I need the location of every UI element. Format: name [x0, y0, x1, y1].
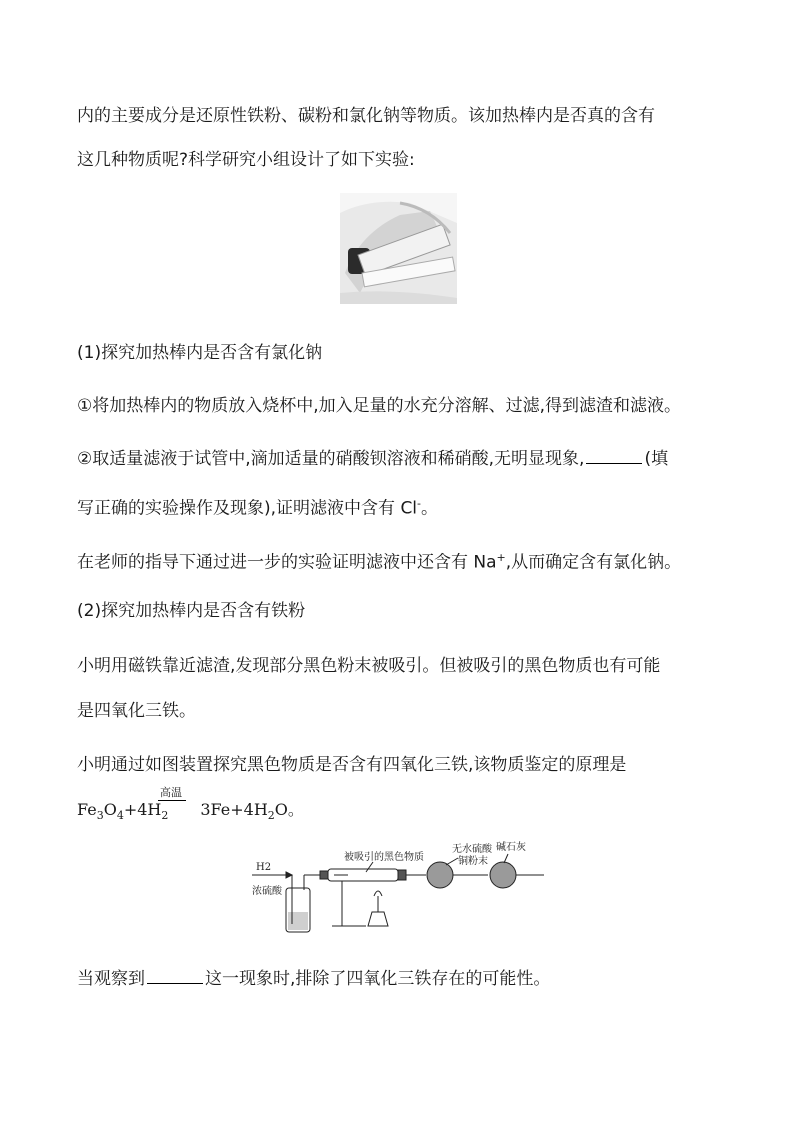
step-2-text-end: (填: [644, 449, 669, 469]
step-2-line-2: [77, 492, 438, 521]
reaction-condition: 高温: [160, 786, 182, 799]
answer-blank-1[interactable]: [586, 449, 642, 464]
sodium-charge: +: [496, 551, 506, 564]
paragraph-apparatus: 小明通过如图装置探究黑色物质是否含有四氧化三铁,该物质鉴定的原理是: [77, 755, 627, 775]
apparatus-diagram: [248, 838, 548, 936]
final-question: [77, 967, 550, 991]
label-h2: H2: [256, 862, 272, 873]
answer-blank-2[interactable]: [147, 969, 203, 984]
step-2-text-cont: 写正确的实验操作及现象),证明滤液中含有 Cl: [77, 498, 418, 519]
paragraph-magnet-1: 小明用磁铁靠近滤渣,发现部分黑色粉末被吸引。但被吸引的黑色物质也有可能: [77, 656, 661, 676]
label-anhydrous-cuso4: 无水硫酸: [452, 844, 492, 855]
section-heading-1: (1)探究加热棒内是否含有氯化钠: [77, 343, 323, 363]
step-2-period: 。: [421, 498, 439, 519]
paragraph-intro-1: 内的主要成分是还原性铁粉、碳粉和氯化钠等物质。该加热棒内是否真的含有: [77, 106, 655, 126]
step-2-text: ②取适量滤液于试管中,滴加适量的硝酸钡溶液和稀硝酸,无明显现象,: [77, 449, 585, 469]
heating-rod-photo: [340, 193, 457, 304]
step-1: ①将加热棒内的物质放入烧杯中,加入足量的水充分溶解、过滤,得到滤渣和滤液。: [77, 396, 682, 416]
label-sulfuric-acid: 浓硫酸: [252, 886, 282, 897]
equation-arrow: [158, 800, 186, 801]
step-3-text-end: ,从而确定含有氯化钠。: [505, 552, 682, 573]
paragraph-magnet-2: 是四氧化三铁。: [77, 701, 196, 721]
chloride-charge: -: [417, 497, 422, 510]
step-3-text: 在老师的指导下通过进一步的实验证明滤液中还含有 Na: [77, 552, 497, 573]
step-2-line-1: [77, 447, 668, 471]
label-black-substance: 被吸引的黑色物质: [344, 852, 424, 863]
label-cuso4-powder: 铜粉末: [458, 856, 488, 867]
paragraph-intro-2: 这几种物质呢?科学研究小组设计了如下实验:: [77, 150, 415, 170]
section-heading-2: (2)探究加热棒内是否含有铁粉: [77, 601, 306, 621]
chemical-equation: $Fe_3O_4+4H_2$ $3Fe+4H_2O$。: [77, 800, 304, 823]
label-soda-lime: 碱石灰: [496, 842, 526, 853]
final-question-text-end: 这一现象时,排除了四氧化三铁存在的可能性。: [205, 969, 551, 989]
step-3: [77, 546, 681, 575]
final-question-text: 当观察到: [77, 969, 145, 989]
